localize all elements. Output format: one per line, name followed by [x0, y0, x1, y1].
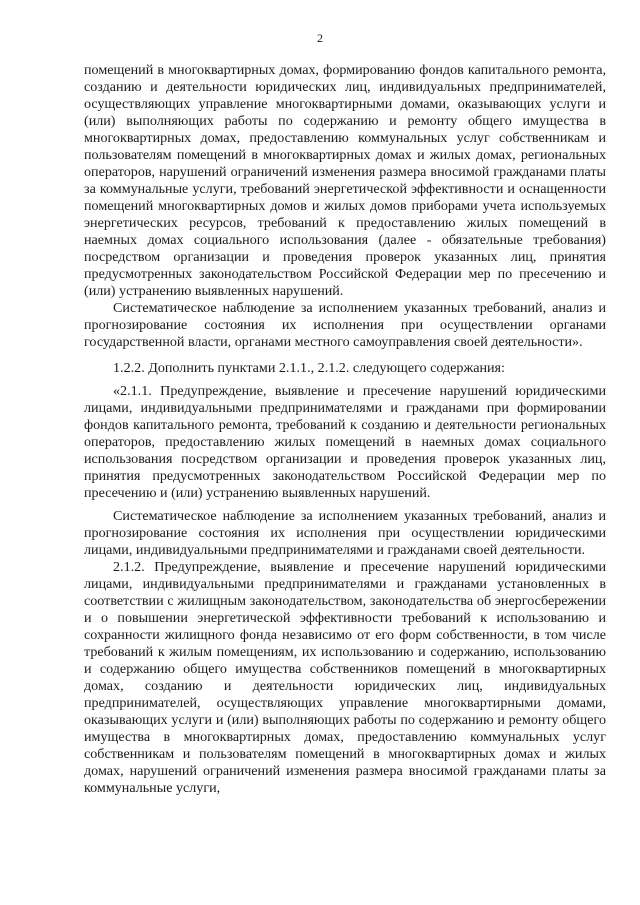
paragraph-continuation: помещений в многоквартирных домах, формированию фондов капитального ремонта, созданию и деятельности юридических лиц, индивидуальных предпринимателей, осуществляющих управление многоквартирными домами, оказывающих услуги и (или) выполняющих работы по содержанию и ремонту общего имущества в многоквартирных домах, предоставлению коммунальных услуг собственникам и пользователям помещений в многоквартирных домах и жилых домах, региональных операторов, нарушений ограничений изменения размера вносимой гражданами платы за коммунальные услуги, требований энергетической эффективности и оснащенности помещений многоквартирных домов и жилых домов приборами учета используемых энергетических ресурсов, требований к предоставлению жилых помещений в наемных домах социального использования (далее - обязательные требования) посредством организации и проведения проверок указанных лиц, принятия предусмотренных законодательством Российской Федерации мер по пресечению и (или) устранению выявленных нарушений. — [84, 62, 606, 299]
document-body — [84, 62, 606, 797]
paragraph-amendment-1-2-2: 1.2.2. Дополнить пунктами 2.1.1., 2.1.2. следующего содержания: — [113, 360, 505, 376]
paragraph-2-1-2: 2.1.2. Предупреждение, выявление и пресечение нарушений юридическими лицами, индивидуальными предпринимателями и гражданами установленных в соответствии с жилищным законодательством, законодательства об энергосбережении и о повышении энергетической эффективности требований к использованию и сохранности жилищного фонда независимо от его форм собственности, в том числе требований к жилым помещениям, их использованию и содержанию, использованию и содержанию общего имущества собственников помещений в многоквартирных домах, созданию и деятельности юридических лиц, индивидуальных предпринимателей, осуществляющих управление многоквартирными домами, оказывающих услуги и (или) выполняющих работы по содержанию и ремонту общего имущества в многоквартирных домах, предоставлению коммунальных услуг собственникам и пользователям помещений в многоквартирных домах и жилых домах, нарушений ограничений изменения размера вносимой гражданами платы за коммунальные услуги, — [84, 559, 606, 796]
paragraph-monitoring: Систематическое наблюдение за исполнением указанных требований, анализ и прогнозирование состояния их исполнения при осуществлении органами государственной власти, органами местного самоуправления своей деятельности». — [84, 300, 606, 350]
paragraph-2-1-1: «2.1.1. Предупреждение, выявление и пресечение нарушений юридическими лицами, индивидуальными предпринимателями и гражданами при формировании фондов капитального ремонта, требований к созданию и деятельности региональных операторов, предоставлению жилых помещений в наемных домах социального использования посредством организации и проведения проверок указанных лиц, принятия предусмотренных законодательством Российской Федерации мер по пресечению и (или) устранению выявленных нарушений. — [84, 383, 606, 501]
paragraph-monitoring-2: Систематическое наблюдение за исполнением указанных требований, анализ и прогнозирование состояния их исполнения при осуществлении юридическими лицами, индивидуальными предпринимателями и гражданами своей деятельности. — [84, 508, 606, 558]
page-number: 2 — [317, 31, 323, 45]
